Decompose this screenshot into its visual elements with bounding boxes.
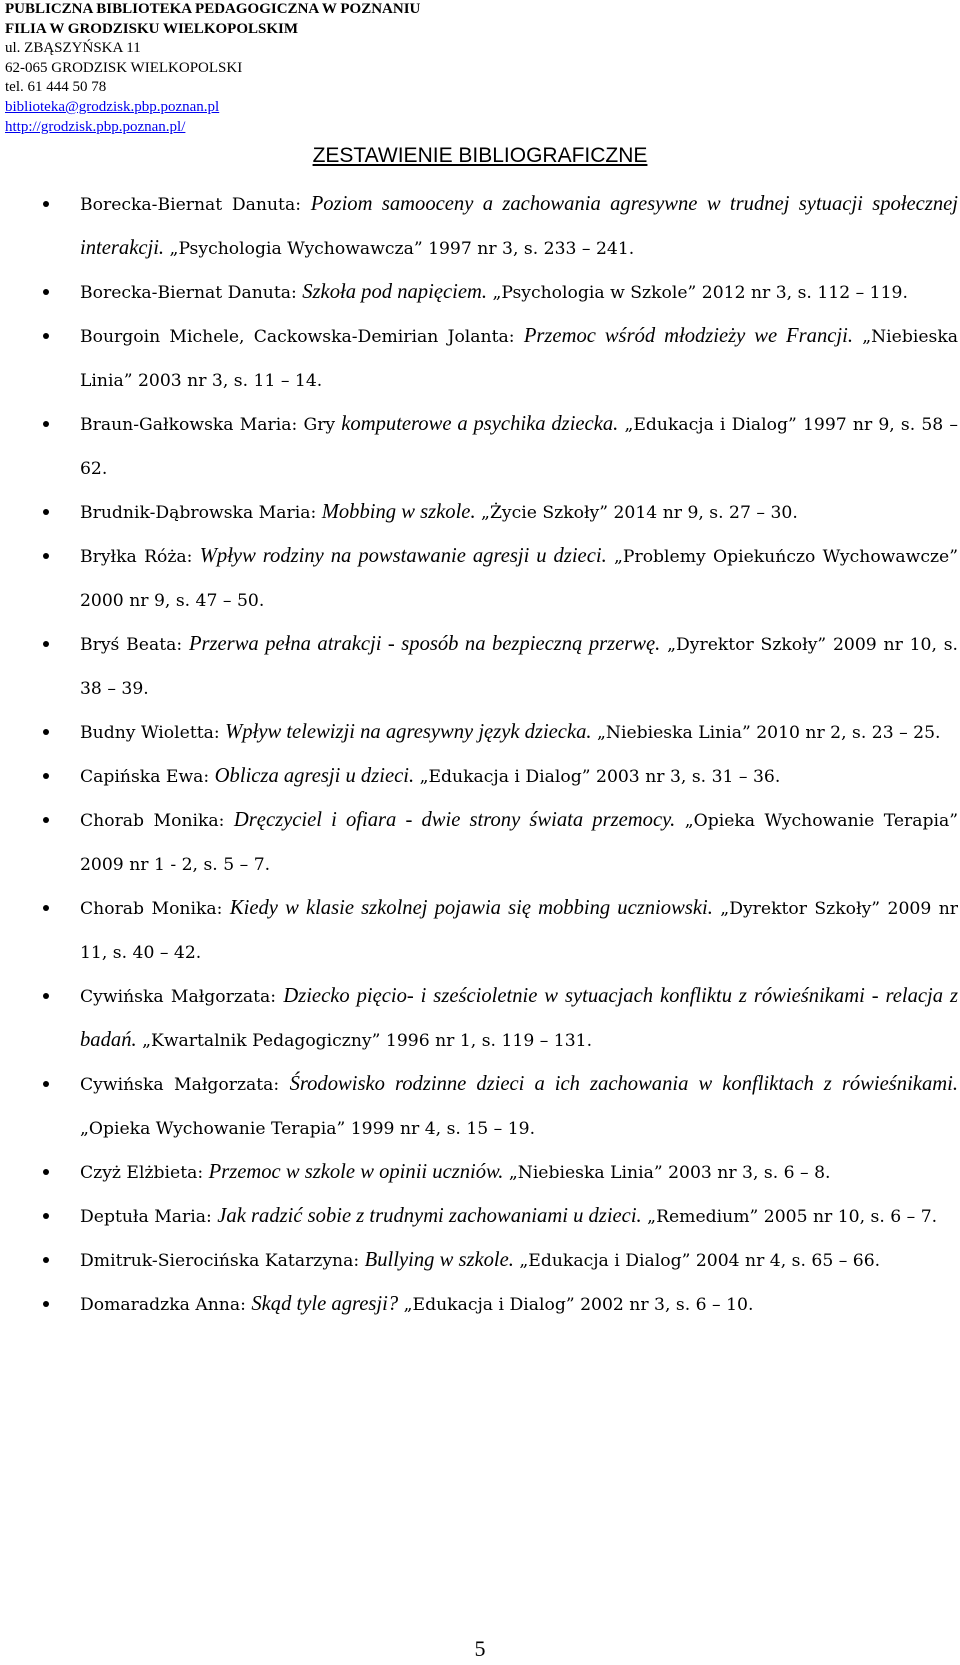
entry-title: Wpływ telewizji na agresywny język dziecka. bbox=[225, 721, 592, 743]
entry-source: „Życie Szkoły” 2014 nr 9, s. 27 – 30. bbox=[475, 503, 798, 523]
bibliography-entry bbox=[80, 711, 958, 755]
library-email-link[interactable]: biblioteka@grodzisk.pbp.poznan.pl bbox=[5, 98, 220, 115]
bibliography-entry bbox=[80, 887, 958, 975]
bibliography-entry bbox=[80, 183, 958, 271]
bullet-icon bbox=[43, 905, 49, 911]
bibliography-entry bbox=[80, 491, 958, 535]
bullet-icon bbox=[43, 509, 49, 515]
bullet-icon bbox=[43, 817, 49, 823]
entry-title: Wpływ rodziny na powstawanie agresji u dzieci. bbox=[199, 545, 607, 567]
entry-title: Przemoc wśród młodzieży we Francji. bbox=[523, 325, 853, 347]
entry-title: Jak radzić sobie z trudnymi zachowaniami u dzieci. bbox=[217, 1205, 642, 1227]
entry-source: „Kwartalnik Pedagogiczny” 1996 nr 1, s. 119 – 131. bbox=[136, 1031, 593, 1051]
entry-author: Cywińska Małgorzata: bbox=[80, 1075, 290, 1095]
bullet-icon bbox=[43, 641, 49, 647]
entry-title: Szkoła pod napięciem. bbox=[302, 281, 487, 303]
entry-author: Capińska Ewa: bbox=[80, 767, 215, 787]
library-city: 62-065 GRODZISK WIELKOPOLSKI bbox=[5, 59, 243, 76]
entry-author: Deptuła Maria: bbox=[80, 1207, 218, 1227]
entry-source: „Psychologia Wychowawcza” 1997 nr 3, s. 233 – 241. bbox=[164, 239, 635, 259]
bibliography-list bbox=[0, 183, 960, 1327]
entry-author: Bryłka Róża: bbox=[80, 547, 200, 567]
entry-source: „Opieka Wychowanie Terapia” 1999 nr 4, s. 15 – 19. bbox=[80, 1119, 536, 1139]
entry-author: Chorab Monika: bbox=[80, 811, 234, 831]
entry-title: Kiedy w klasie szkolnej pojawia się mobbing uczniowski. bbox=[229, 897, 713, 919]
entry-source: „Edukacja i Dialog” 2003 nr 3, s. 31 – 36. bbox=[414, 767, 781, 787]
entry-source: „Problemy Opiekuńczo Wychowawcze” 2000 nr 9, s. 47 – 50. bbox=[80, 547, 958, 611]
bullet-icon bbox=[43, 1213, 49, 1219]
entry-source: „Edukacja i Dialog” 2002 nr 3, s. 6 – 10. bbox=[398, 1295, 754, 1315]
library-website-link[interactable]: http://grodzisk.pbp.poznan.pl/ bbox=[5, 118, 186, 135]
library-header bbox=[5, 0, 420, 137]
bibliography-entry bbox=[80, 535, 958, 623]
bibliography-entry bbox=[80, 1239, 958, 1283]
entry-title: Dziecko pięcio- i sześcioletnie w sytuacjach konfliktu z rówieśnikami - relacja z badań. bbox=[80, 985, 959, 1051]
library-phone: tel. 61 444 50 78 bbox=[5, 79, 107, 96]
entry-source: „Dyrektor Szkoły” 2009 nr 10, s. 38 – 39. bbox=[80, 635, 958, 699]
page-number: 5 bbox=[474, 1636, 486, 1661]
bibliography-entry bbox=[80, 1063, 958, 1151]
bullet-icon bbox=[43, 1081, 49, 1087]
bibliography-entry bbox=[80, 271, 958, 315]
entry-title: Dręczyciel i ofiara - dwie strony świata przemocy. bbox=[233, 809, 676, 831]
entry-title: Poziom samooceny a zachowania agresywne w trudnej sytuacji społecznej interakcji. bbox=[80, 193, 958, 259]
bibliography-entry bbox=[80, 403, 958, 491]
document-title: ZESTAWIENIE BIBLIOGRAFICZNE bbox=[312, 144, 648, 167]
entry-source: „Edukacja i Dialog” 1997 nr 9, s. 58 – 62. bbox=[80, 415, 958, 479]
entry-title: Środowisko rodzinne dzieci a ich zachowania w konfliktach z rówieśnikami. bbox=[289, 1073, 958, 1095]
entry-title: Oblicza agresji u dzieci. bbox=[214, 765, 415, 787]
entry-author: Dmitruk-Sierocińska Katarzyna: bbox=[80, 1251, 365, 1271]
entry-author: Braun-Gałkowska Maria: Gry bbox=[80, 415, 342, 435]
bibliography-entry bbox=[80, 975, 958, 1063]
library-branch: FILIA W GRODZISKU WIELKOPOLSKIM bbox=[5, 20, 298, 37]
bullet-icon bbox=[43, 201, 49, 207]
bullet-icon bbox=[43, 993, 49, 999]
entry-source: „Dyrektor Szkoły” 2009 nr 11, s. 40 – 42. bbox=[80, 899, 958, 963]
entry-author: Brudnik-Dąbrowska Maria: bbox=[80, 503, 322, 523]
bullet-icon bbox=[43, 421, 49, 427]
entry-author: Chorab Monika: bbox=[80, 899, 230, 919]
entry-author: Cywińska Małgorzata: bbox=[80, 987, 284, 1007]
bullet-icon bbox=[43, 289, 49, 295]
bibliography-entry bbox=[80, 1151, 958, 1195]
bibliography-entry bbox=[80, 799, 958, 887]
library-name: PUBLICZNA BIBLIOTEKA PEDAGOGICZNA W POZNANIU bbox=[5, 1, 421, 17]
entry-source: „Niebieska Linia” 2003 nr 3, s. 6 – 8. bbox=[503, 1163, 831, 1183]
entry-author: Czyż Elżbieta: bbox=[80, 1163, 209, 1183]
entry-source: „Opieka Wychowanie Terapia” 2009 nr 1 - 2, s. 5 – 7. bbox=[80, 811, 958, 875]
entry-title: Mobbing w szkole. bbox=[321, 501, 476, 523]
entry-author: Domaradzka Anna: bbox=[80, 1295, 252, 1315]
bullet-icon bbox=[43, 773, 49, 779]
entry-source: „Niebieska Linia” 2010 nr 2, s. 23 – 25. bbox=[591, 723, 941, 743]
bullet-icon bbox=[43, 1169, 49, 1175]
bibliography-entry bbox=[80, 623, 958, 711]
library-street: ul. ZBĄSZYŃSKA 11 bbox=[5, 40, 141, 57]
bullet-icon bbox=[43, 333, 49, 339]
entry-title: Skąd tyle agresji? bbox=[251, 1293, 399, 1315]
entry-source: „Psychologia w Szkole” 2012 nr 3, s. 112 – 119. bbox=[486, 283, 908, 303]
entry-title: komputerowe a psychika dziecka. bbox=[341, 413, 619, 435]
bullet-icon bbox=[43, 1301, 49, 1307]
entry-source: „Remedium” 2005 nr 10, s. 6 – 7. bbox=[641, 1207, 938, 1227]
entry-title: Przerwa pełna atrakcji - sposób na bezpieczną przerwę. bbox=[188, 633, 661, 655]
entry-source: „Edukacja i Dialog” 2004 nr 4, s. 65 – 66. bbox=[513, 1251, 881, 1271]
entry-title: Bullying w szkole. bbox=[364, 1249, 514, 1271]
bullet-icon bbox=[43, 729, 49, 735]
entry-author: Borecka-Biernat Danuta: bbox=[80, 195, 311, 215]
bibliography-entry bbox=[80, 315, 958, 403]
bibliography-entry bbox=[80, 755, 958, 799]
bibliography-entry bbox=[80, 1283, 958, 1327]
entry-author: Bryś Beata: bbox=[80, 635, 189, 655]
entry-author: Borecka-Biernat Danuta: bbox=[80, 283, 303, 303]
entry-author: Budny Wioletta: bbox=[80, 723, 226, 743]
bibliography-entry bbox=[80, 1195, 958, 1239]
bullet-icon bbox=[43, 553, 49, 559]
entry-title: Przemoc w szkole w opinii uczniów. bbox=[208, 1161, 504, 1183]
entry-source: „Niebieska Linia” 2003 nr 3, s. 11 – 14. bbox=[80, 327, 958, 391]
bullet-icon bbox=[43, 1257, 49, 1263]
entry-author: Bourgoin Michele, Cackowska-Demirian Jolanta: bbox=[80, 327, 524, 347]
